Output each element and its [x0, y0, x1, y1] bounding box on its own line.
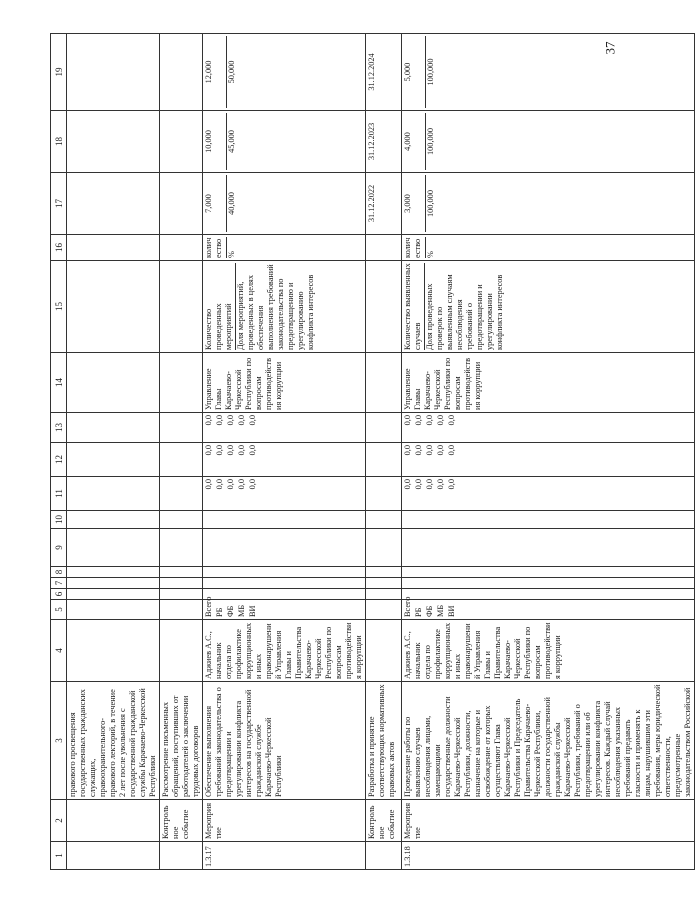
col-header: 6: [51, 589, 67, 600]
row-description: Рассмотрение письменных обращений, поступивших от работодателей о заключении трудовых договоров: [160, 682, 203, 800]
row-type: Контрольное событие: [366, 800, 402, 842]
indicator-2023: 4,000 100,000: [402, 111, 695, 173]
indicator-names: Количество проведенных мероприятий Доля мероприятий, проведенных в целях обеспечения выполнения требований законодательства по предотвращению и урегулированию конфликта интересов: [203, 261, 366, 353]
indicator-names: Количество выявленных случаев Доля проведенных проверок по выявленным случаям несоблюдения требований о предотвращении и урегулировании конфликта интересов: [402, 261, 695, 353]
row-number: 1.3.17: [203, 842, 366, 870]
funding-values: 0,0 0,0 0,0 0,0 0,0: [203, 413, 366, 443]
row-responsible: Аджиев А.С., начальник отдела по профилактике коррупционных и иных правонарушений Управления Главы и Правительства Карачаево-Черкесской Республики по вопросам противодействия коррупции: [203, 620, 366, 682]
funding-sources: Всего РБ ФБ МБ ВИ: [203, 600, 366, 620]
date-2023: 31.12.2023: [366, 111, 402, 173]
indicator-2023: 10,000 45,000: [203, 111, 366, 173]
funding-values: 0,0 0,0 0,0 0,0 0,0: [402, 443, 695, 477]
row-responsible: Аджиев А.С., начальник отдела по профилактике коррупционных и иных правонарушений Управления Главы и Правительства Карачаево-Черкесской Республики по вопросам противодействия коррупции: [402, 620, 695, 682]
row-description: Проведение работы по выявлению случаев несоблюдения лицами, замещающими государственные должности Карачаево-Черкесской Республики, должности, назначение на которые и освобождение от которых осуществляют Глава Карачаево-Черкесской Республики и Председатель Правительства Карачаево-Черкесской Республики, должности государственной гражданской службы Карачаево-Черкесской Республики, требований о предотвращении или об урегулировании конфликта интересов. Каждый случай несоблюдения указанных требований предавать гласности и применять к лицам, нарушившим эти требования, меры юридической ответственности, предусмотренные законодательством Российской: [402, 682, 695, 800]
col-header: 5: [51, 600, 67, 620]
row-description: правового просвещения государственных гражданских служащих, правоохранительного-правового лекторий, в течение 2 лет после увольнения с государственной гражданской службы Карачаево-Черкесской Республики: [67, 682, 160, 800]
funding-sources: Всего РБ ФБ МБ ВИ: [402, 600, 695, 620]
indicator-units: количество %: [203, 235, 366, 261]
row-description: Обеспечение выполнения требований законодательства о предотвращении и урегулировании конфликта интересов на государственной гражданской службе Карачаево-Черкесской Республики: [203, 682, 366, 800]
col-header: 14: [51, 353, 67, 413]
col-header: 4: [51, 620, 67, 682]
col-header: 1: [51, 842, 67, 870]
row-coexecutor: Управление Главы Карачаево-Черкесской Республики по вопросам противодействия коррупции: [402, 353, 695, 413]
row-type: Контрольное событие: [160, 800, 203, 842]
row-type: Мероприятие: [402, 800, 695, 842]
col-header: 8: [51, 567, 67, 578]
col-header: 16: [51, 235, 67, 261]
col-header: 2: [51, 800, 67, 842]
col-header: 13: [51, 413, 67, 443]
col-header: 11: [51, 477, 67, 511]
table-row: [366, 34, 402, 870]
row-number: 1.3.18: [402, 842, 695, 870]
row-description: Разработка и принятие соответствующих нормативных правовых актов: [366, 682, 402, 800]
row-type: Мероприятие: [203, 800, 366, 842]
program-table: [50, 33, 695, 870]
table-row: [402, 34, 695, 870]
date-2024: 31.12.2024: [366, 34, 402, 111]
page-number: 37: [602, 41, 618, 55]
col-header: 18: [51, 111, 67, 173]
funding-values: 0,0 0,0 0,0 0,0 0,0: [402, 413, 695, 443]
indicator-2024: 5,000 100,000: [402, 34, 695, 111]
column-numbers-row: [51, 34, 67, 870]
table-row: [67, 34, 160, 870]
funding-values: 0,0 0,0 0,0 0,0 0,0: [402, 477, 695, 511]
col-header: 3: [51, 682, 67, 800]
table-row: [203, 34, 366, 870]
col-header: 19: [51, 34, 67, 111]
col-header: 7: [51, 578, 67, 589]
row-coexecutor: Управление Главы Карачаево-Черкесской Республики по вопросам противодействия коррупции: [203, 353, 366, 413]
indicator-2022: 7,000 40,000: [203, 173, 366, 235]
table-row: [160, 34, 203, 870]
funding-values: 0,0 0,0 0,0 0,0 0,0: [203, 443, 366, 477]
col-header: 10: [51, 511, 67, 529]
col-header: 9: [51, 529, 67, 567]
col-header: 15: [51, 261, 67, 353]
col-header: 12: [51, 443, 67, 477]
indicator-2024: 12,000 50,000: [203, 34, 366, 111]
funding-values: 0,0 0,0 0,0 0,0 0,0: [203, 477, 366, 511]
indicator-units: количество %: [402, 235, 695, 261]
indicator-2022: 3,000 100,000: [402, 173, 695, 235]
date-2022: 31.12.2022: [366, 173, 402, 235]
col-header: 17: [51, 173, 67, 235]
